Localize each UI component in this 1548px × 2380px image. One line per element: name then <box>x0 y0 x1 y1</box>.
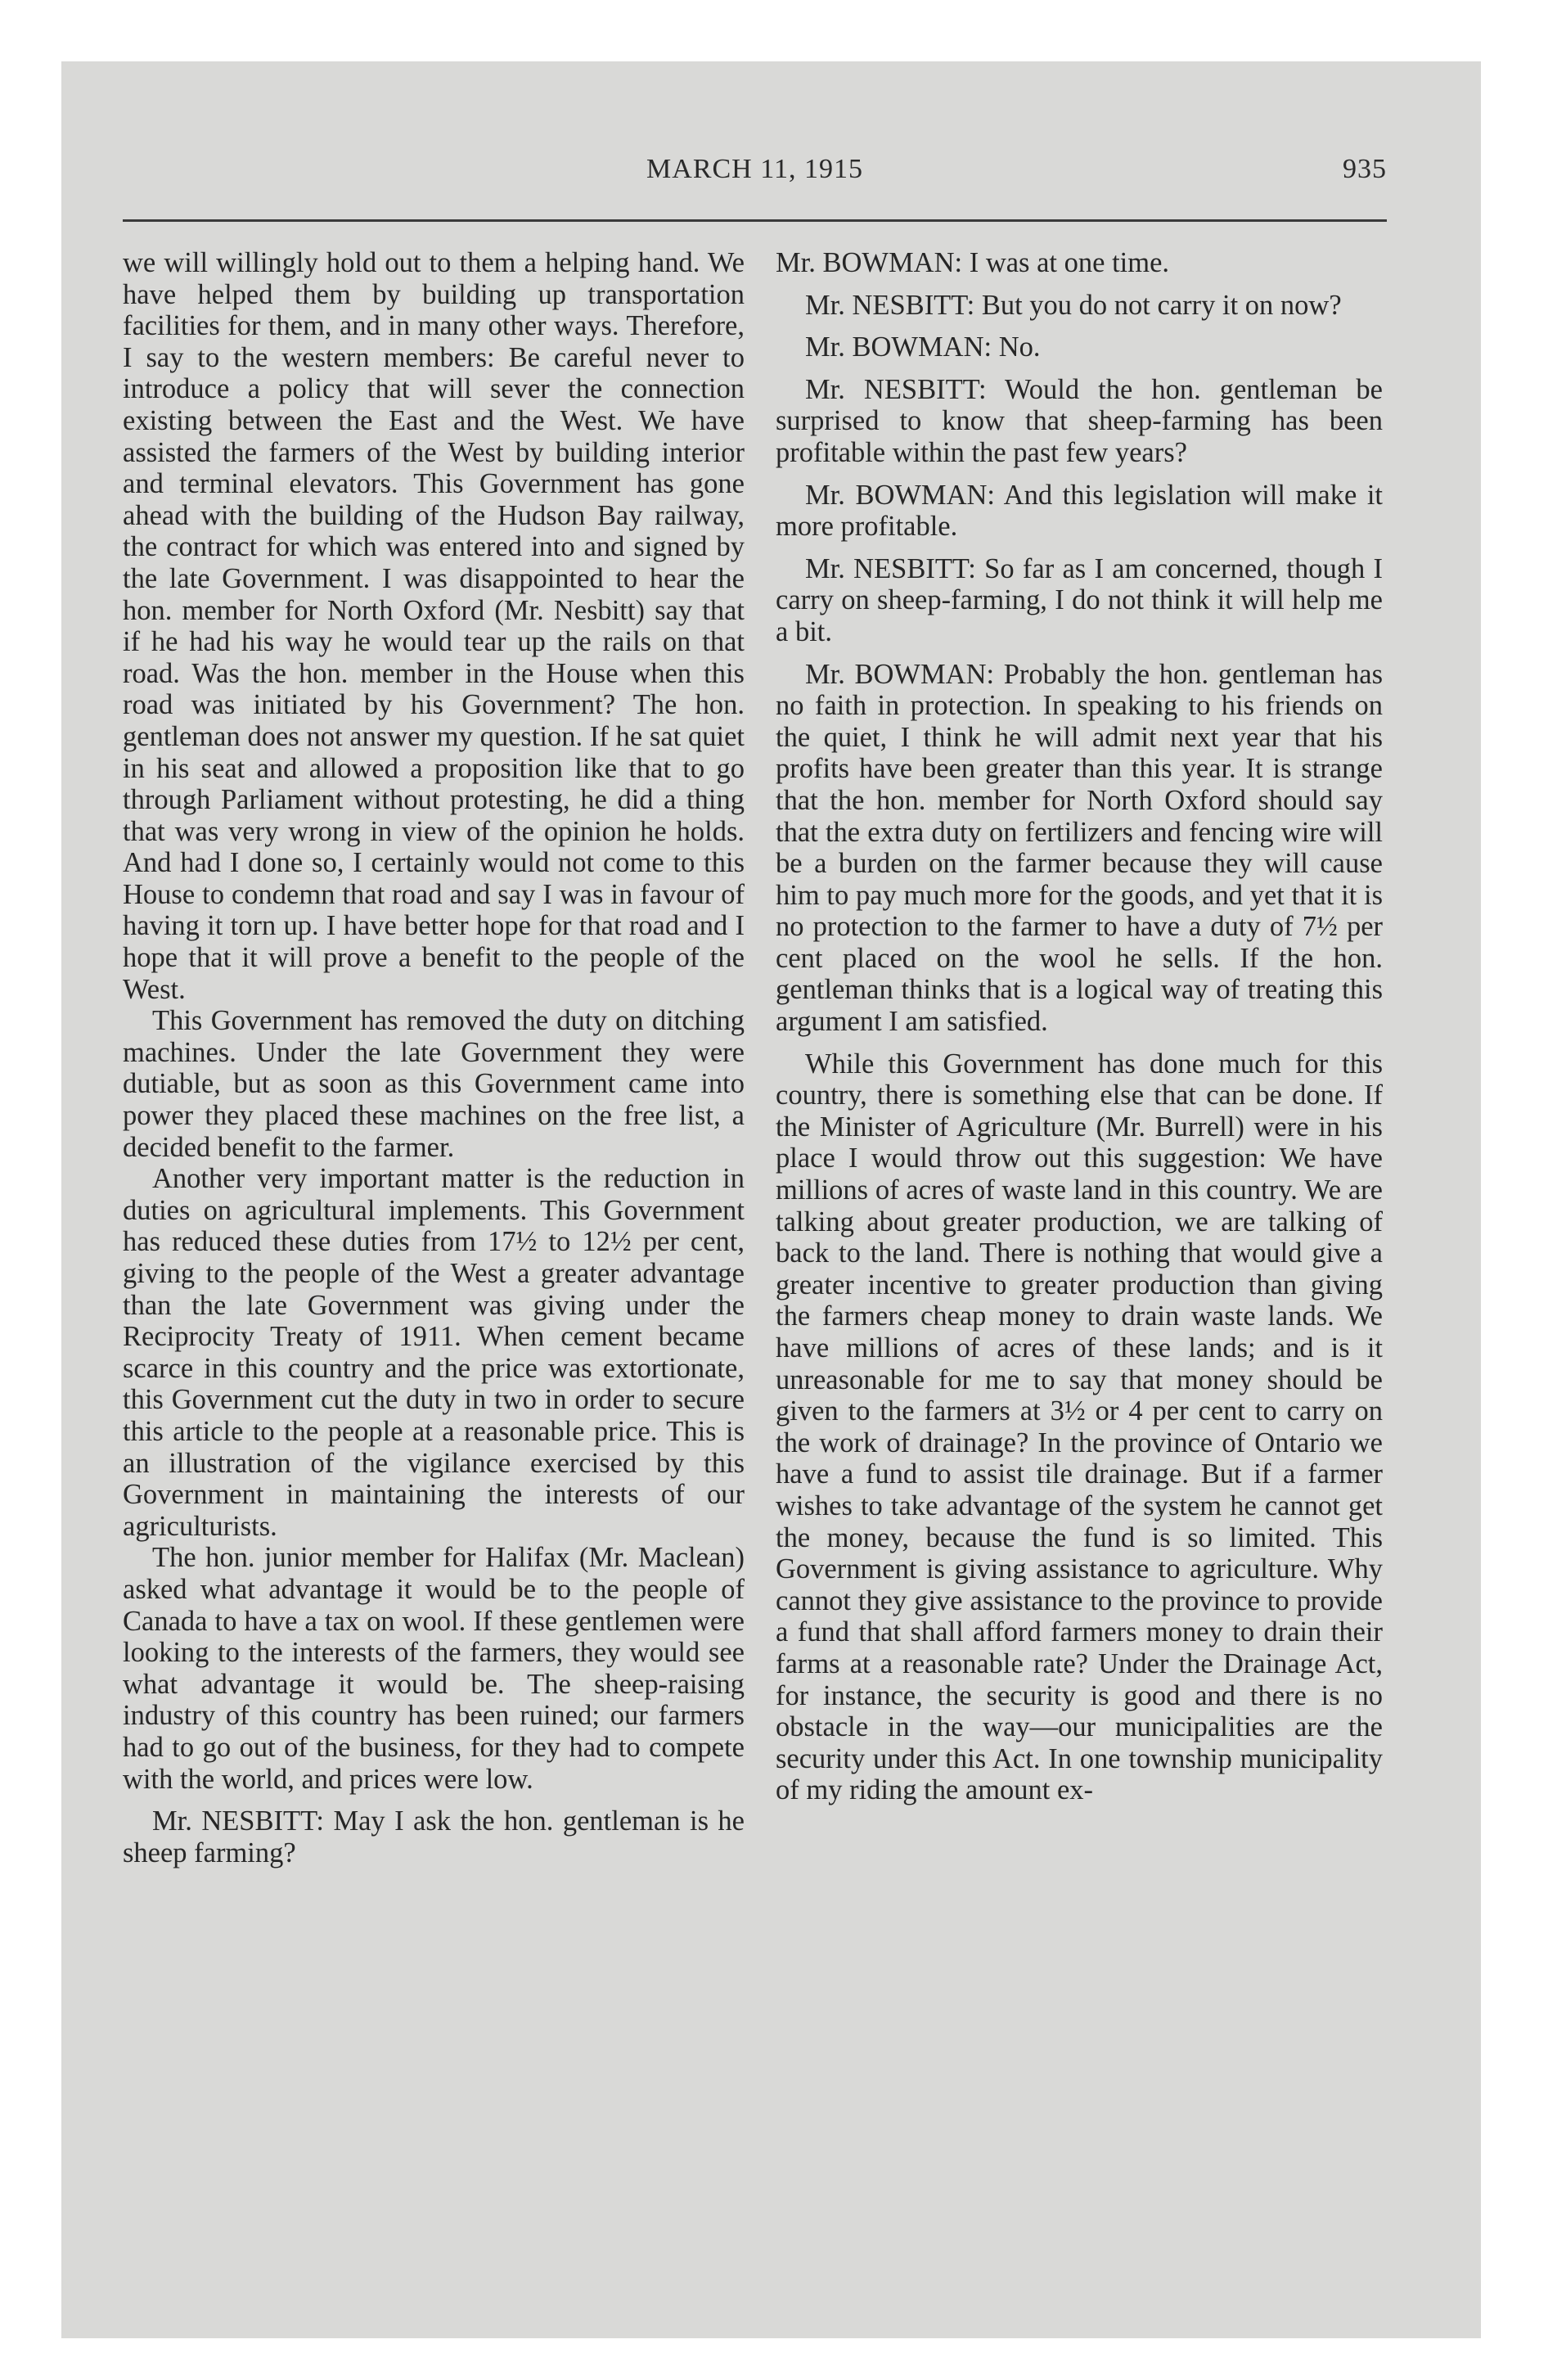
paragraph: Mr. BOWMAN: No. <box>805 331 1041 363</box>
paragraph: Mr. BOWMAN: And this legislation will make it more profitable. <box>776 479 1383 543</box>
page-header <box>123 154 1387 195</box>
paragraph: we will willingly hold out to them a helping hand. We have helped them by building up transportation facilities for them, and in many other ways. Therefore, I say to the western members: Be careful never to introduce a policy that will sever the connection existing between the East and the West. We have assisted the farmers of the West by building interior and terminal elevators. This Government has gone ahead with the building of the Hudson Bay railway, the contract for which was entered into and signed by the late Government. I was disappointed to hear the hon. member for North Oxford (Mr. Nesbitt) say that if he had his way he would tear up the rails on that road. Was the hon. member in the House when this road was initiated by his Government? The hon. gentleman does not answer my question. If he sat quiet in his seat and allowed a proposition like that to go through Parliament without protesting, he did a thing that was very wrong in view of the opinion he holds. And had I done so, I certainly would not come to this House to condemn that road and say I was in favour of having it torn up. I have better hope for that road and I hope that it will prove a benefit to the people of the West. <box>123 247 745 1005</box>
left-column <box>123 247 745 1868</box>
paragraph: The hon. junior member for Halifax (Mr. Maclean) asked what advantage it would be to the people of Canada to have a tax on wool. If these gentlemen were looking to the interests of the farmers, they would see what advantage it would be. The sheep-raising industry of this country has been ruined; our farmers had to go out of the business, for they had to compete with the world, and prices were low. <box>123 1542 745 1795</box>
paragraph: Mr. BOWMAN: I was at one time. <box>776 247 1170 278</box>
header-rule <box>123 219 1387 222</box>
paragraph: Mr. NESBITT: So far as I am concerned, though I carry on sheep-farming, I do not think it will help me a bit. <box>776 552 1383 647</box>
paragraph: Another very important matter is the reduction in duties on agricultural implements. This Government has reduced these duties from 17½ to 12½ per cent, giving to the people of the West a greater advantage than the late Government was giving under the Reciprocity Treaty of 1911. When cement became scarce in this country and the price was extortionate, this Government cut the duty in two in order to secure this article to the people at a reasonable price. This is an illustration of the vigilance exercised by this Government in maintaining the interests of our agriculturists. <box>123 1163 745 1542</box>
paragraph: Mr. BOWMAN: Probably the hon. gentleman has no faith in protection. In speaking to his friends on the quiet, I think he will admit next year that his profits have been greater than this year. It is strange that the hon. member for North Oxford should say that the extra duty on fertilizers and fencing wire will be a burden on the farmer because they will cause him to pay much more for the goods, and yet that it is no protection to the farmer to have a duty of 7½ per cent placed on the wool he sells. If the hon. gentleman thinks that is a logical way of treating this argument I am satisfied. <box>776 658 1383 1038</box>
paragraph: Mr. NESBITT: May I ask the hon. gentleman is he sheep farming? <box>123 1805 745 1868</box>
paragraph: While this Government has done much for this country, there is something else that can be done. If the Minister of Agriculture (Mr. Burrell) were in his place I would throw out this suggestion: We have millions of acres of waste land in this country. We are talking about greater production, we are talking of back to the land. There is nothing that would give a greater incentive to greater production than giving the farmers cheap money to drain waste lands. We have millions of acres of these lands; and is it unreasonable for me to say that money should be given to the farmers at 3½ or 4 per cent to carry on the work of drainage? In the province of Ontario we have a fund to assist tile drainage. But if a farmer wishes to take advantage of the system he cannot get the money, because the fund is so limited. This Government is giving assistance to agriculture. Why cannot they give assistance to the province to provide a fund that shall afford farmers money to drain their farms at a reasonable rate? Under the Drainage Act, for instance, the security is good and there is no obstacle in the way—our municipalities are the security under this Act. In one township municipality of my riding the amount ex- <box>776 1048 1383 1806</box>
paragraph: Mr. NESBITT: But you do not carry it on now? <box>805 289 1342 321</box>
paragraph: This Government has removed the duty on ditching machines. Under the late Government they were dutiable, but as soon as this Government came into power they placed these machines on the free list, a decided benefit to the farmer. <box>123 1005 745 1163</box>
page-date: MARCH 11, 1915 <box>646 154 863 184</box>
paragraph: Mr. NESBITT: Would the hon. gentleman be surprised to know that sheep-farming has been profitable within the past few years? <box>776 373 1383 468</box>
right-column <box>776 247 1383 1806</box>
page-number: 935 <box>1343 154 1387 184</box>
